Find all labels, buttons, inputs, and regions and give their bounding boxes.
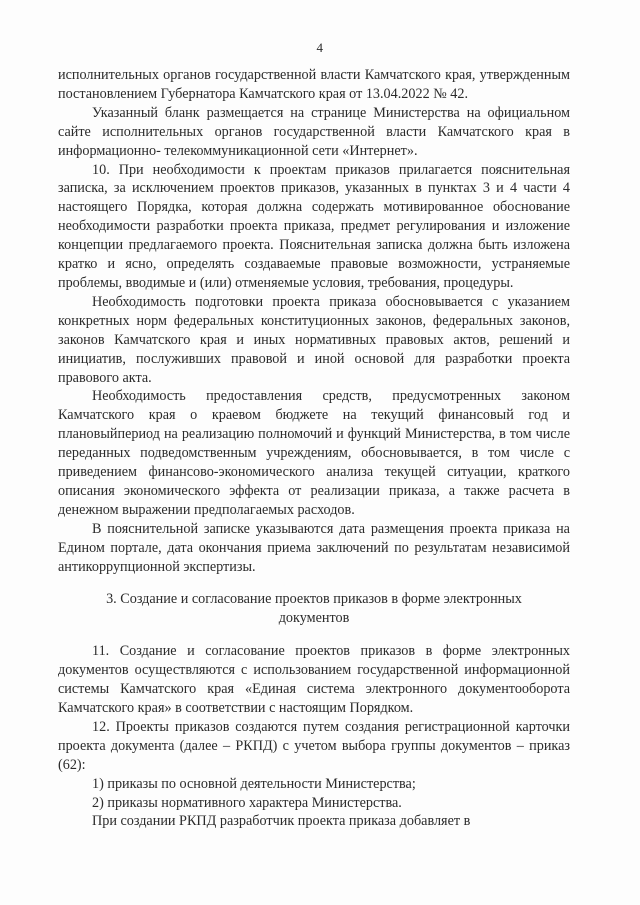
list-item-2: 2) приказы нормативного характера Министерства. <box>92 794 402 811</box>
page-number: 4 <box>316 40 324 55</box>
list-item-1: 1) приказы по основной деятельности Министерства; <box>92 775 416 792</box>
paragraph-funding: Необходимость предоставления средств, предусмотренных законом Камчатского края о краевом бюджете на текущий финансовый год и плановыйпериод на реализацию полномочий и функций Министерства, в том числе переданных подведомственным учреждениям, обосновывается, в том числе с приведением финансово-экономического анализа текущей ситуации, краткого описания экономического эффекта от реализации приказа, а также расчета в денежном выражении предполагаемых расходов. <box>58 388 570 518</box>
document-body <box>58 66 570 831</box>
paragraph-blank-placement: Указанный бланк размещается на странице Министерства на официальном сайте исполнительных органов государственной власти Камчатского края в информационно- телекоммуникационной сети «Интернет». <box>58 104 570 159</box>
paragraph-justification: Необходимость подготовки проекта приказа обосновывается с указанием конкретных норм федеральных конституционных законов, федеральных законов, законов Камчатского края и иных нормативных правовых актов, решений и инициатив, послуживших правовой и иной основой для разработки проекта правового акта. <box>58 293 570 386</box>
paragraph-continuation: исполнительных органов государственной власти Камчатского края, утвержденным постановлением Губернатора Камчатского края от 13.04.2022 № 42. <box>58 67 570 102</box>
paragraph-item-12: 12. Проекты приказов создаются путем создания регистрационной карточки проекта документа (далее – РКПД) с учетом выбора группы документов – приказ (62): <box>58 718 570 773</box>
paragraph-rkpd-creation: При создании РКПД разработчик проекта приказа добавляет в <box>92 813 471 830</box>
paragraph-explanatory-note: В пояснительной записке указываются дата размещения проекта приказа на Едином портале, дата окончания приема заключений по результатам независимой антикоррупционной экспертизы. <box>58 520 570 575</box>
paragraph-item-11: 11. Создание и согласование проектов приказов в форме электронных документов осуществляются с использованием государственной информационной системы Камчатского края «Единая система электронного документооборота Камчатского края» в соответствии с настоящим Порядком. <box>58 643 570 716</box>
section-heading: 3. Создание и согласование проектов приказов в форме электронных документов <box>106 591 522 627</box>
paragraph-item-10: 10. При необходимости к проектам приказов прилагается пояснительная записка, за исключением проектов приказов, указанных в пунктах 3 и 4 части 4 настоящего Порядка, которая должна содержать мотивированное обоснование необходимости разработки проекта приказа, предмет регулирования и изложение концепции предлагаемого проекта. Пояснительная записка должна быть изложена кратко и ясно, определять создаваемые правовые возможности, устраняемые проблемы, вводимые и (или) отменяемые условия, требования, процедуры. <box>58 161 570 291</box>
